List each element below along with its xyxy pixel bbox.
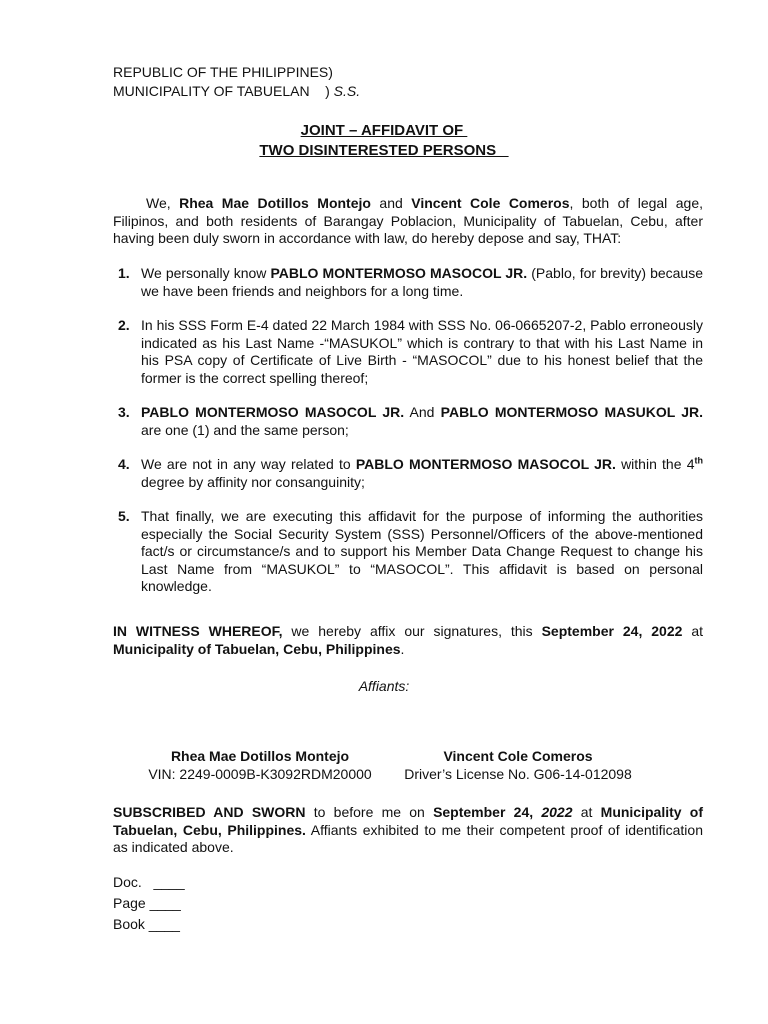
title-line-1: JOINT – AFFIDAVIT OF [300, 122, 468, 139]
affiants-label: Affiants: [358, 678, 410, 694]
venue-line-republic: REPUBLIC OF THE PHILIPPINES) [113, 64, 333, 80]
subscribed-year: 2022 [541, 804, 573, 820]
statement-text: within the 4 [615, 456, 695, 472]
notary-doc: Doc. ____ [113, 874, 185, 890]
witness-place: Municipality of Tabuelan, Cebu, Philippines [113, 640, 401, 657]
statement-text: We are not in any way related to [141, 456, 356, 472]
intro-affiant-2: Vincent Cole Comeros [411, 195, 570, 211]
subscribed-text: at [572, 804, 601, 820]
statement-number: 4. [118, 456, 130, 472]
statement-item [113, 456, 703, 491]
notary-register [113, 874, 185, 937]
superscript-th: th [694, 455, 703, 466]
statement-number: 3. [118, 404, 130, 420]
statement-item [113, 317, 703, 387]
statement-bold: PABLO MONTERMOSO MASOCOL JR. [355, 456, 616, 472]
document-title [0, 121, 768, 161]
venue-header [113, 64, 360, 102]
subscribed-heading: SUBSCRIBED AND SWORN [113, 804, 306, 820]
statement-bold: PABLO MONTERMOSO MASOCOL JR. [141, 404, 405, 420]
intro-text-2: and [370, 195, 412, 211]
venue-ss: S.S. [333, 83, 361, 99]
statement-text: (Pablo, for brevity) because we have been friends and neighbors for a long time. [141, 265, 704, 299]
signatory-name: Rhea Mae Dotillos Montejo [170, 748, 350, 764]
intro-text-3: , both of legal age, Filipinos, and both residents of Barangay Poblacion, Municipality of Tabuelan, Cebu, after having been duly sworn in accordance with law, do hereby depose and say, THAT: [113, 195, 704, 246]
subscribed-text: Affiants exhibited to me their competent proof of identification as indicated above. [113, 821, 703, 855]
witness-text: we hereby affix our signatures, this [282, 623, 542, 639]
witness-paragraph [113, 623, 703, 658]
statement-item [113, 508, 703, 596]
statement-text: In his SSS Form E-4 dated 22 March 1984 with SSS No. 06-0665207-2, Pablo erroneously indicated as his Last Name -“MASUKOL” which is contrary to that with his Last Name in his PSA copy of Certificate of Live Birth - “MASOCOL” due to his honest belief that the former is the correct spelling thereof; [141, 317, 703, 386]
intro-paragraph [113, 195, 703, 248]
witness-text: . [400, 640, 405, 657]
subscribed-date: September 24, [433, 804, 542, 820]
subscribed-place: Municipality of Tabuelan, Cebu, Philippines. [113, 804, 703, 838]
signatory-name: Vincent Cole Comeros [443, 748, 593, 764]
statement-number: 5. [118, 508, 130, 524]
statement-number: 2. [118, 317, 130, 333]
witness-date: September 24, 2022 [541, 623, 683, 639]
statement-text: That finally, we are executing this affidavit for the purpose of informing the authorities especially the Social Security System (SSS) Personnel/Officers of the above-mentioned fact/s or circumstance/s and to support his Member Data Change Request to change his Last Name from “MASUKOL” to “MASOCOL”. This affidavit is based on personal knowledge. [141, 508, 703, 594]
venue-line-municipality [113, 83, 360, 102]
statement-text: degree by affinity nor consanguinity; [141, 473, 365, 490]
intro-text-1: We, [146, 195, 180, 211]
subscribed-text: to before me on [305, 804, 434, 820]
statement-item [113, 265, 703, 300]
signatory-block [378, 748, 658, 783]
title-line-2: TWO DISINTERESTED PERSONS [259, 142, 509, 159]
notary-page: Page ____ [113, 895, 181, 911]
witness-text: at [682, 623, 704, 639]
statement-number: 1. [118, 265, 130, 281]
signatory-id: VIN: 2249-0009B-K3092RDM20000 [148, 765, 372, 782]
notary-book: Book ____ [113, 916, 180, 932]
signatory-id: Driver’s License No. G06-14-012098 [404, 765, 632, 782]
signatory-block [120, 748, 400, 783]
subscribed-paragraph [113, 804, 703, 857]
statement-bold: PABLO MONTERMOSO MASOCOL JR. [270, 265, 528, 281]
statement-text: We personally know [141, 265, 271, 281]
witness-heading: IN WITNESS WHEREOF, [113, 623, 283, 639]
numbered-statements [113, 265, 703, 596]
statement-bold: PABLO MONTERMOSO MASUKOL JR. [440, 404, 703, 420]
intro-affiant-1: Rhea Mae Dotillos Montejo [179, 195, 371, 211]
venue-municipality-text: MUNICIPALITY OF TABUELAN ) [113, 83, 334, 99]
statement-item [113, 404, 703, 439]
statement-text: are one (1) and the same person; [141, 421, 349, 438]
statement-text: And [404, 404, 441, 420]
